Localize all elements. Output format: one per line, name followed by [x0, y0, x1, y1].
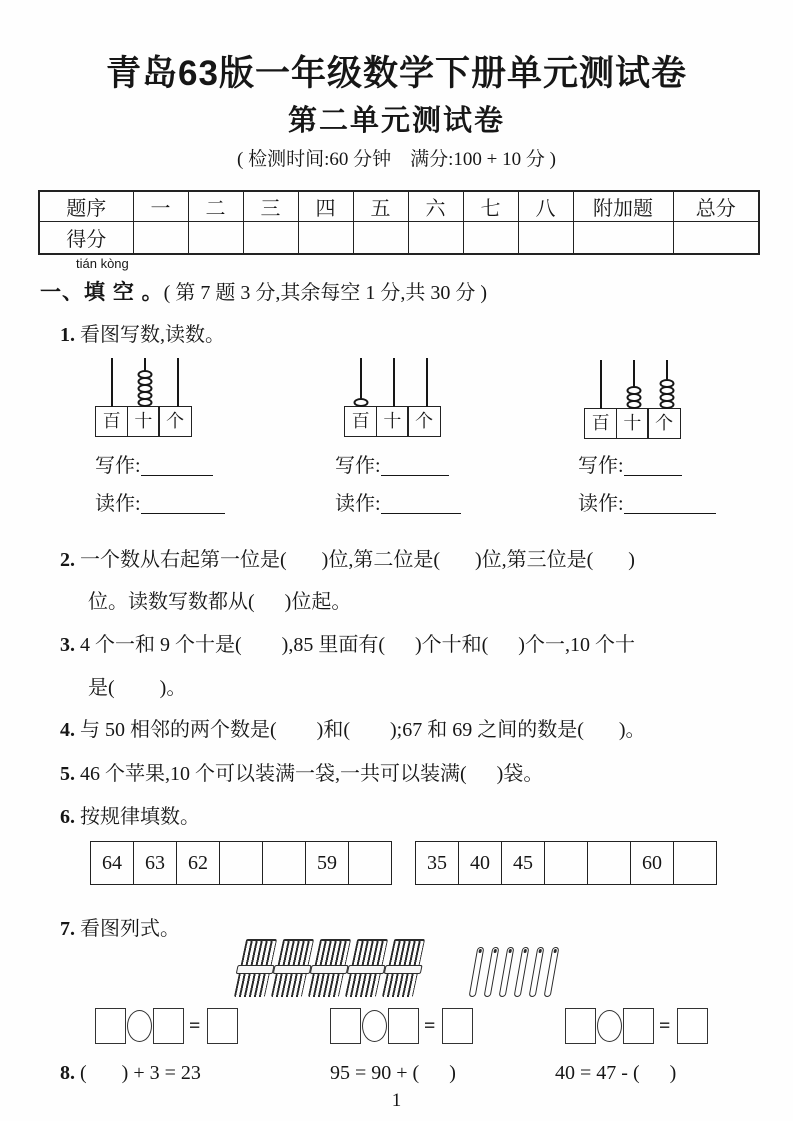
read-blank	[141, 496, 225, 514]
question-3-line2: 是( )。	[88, 677, 187, 699]
sequence-cell-blank	[349, 842, 392, 885]
ones-rod	[177, 358, 179, 407]
equation-template-2	[330, 1008, 473, 1044]
write-as-label: 写作:	[335, 455, 381, 477]
sequence-cell: 63	[134, 842, 177, 885]
operand-box	[95, 1008, 126, 1044]
tens-beads	[626, 388, 641, 409]
ones-rod	[426, 358, 428, 407]
question-2-line2: 位。读数写数都从( )位起。	[88, 591, 352, 613]
hundreds-rod	[600, 360, 602, 409]
operand-box	[330, 1008, 361, 1044]
question-number: 6.	[60, 806, 75, 828]
place-label-ones: 个	[407, 406, 440, 437]
question-number: 2.	[60, 549, 75, 571]
write-blank	[141, 458, 213, 476]
score-empty-cell	[243, 222, 298, 254]
stick-bundle	[234, 939, 277, 997]
bundle-band	[310, 965, 349, 974]
equation-template-3	[565, 1008, 708, 1044]
question-number: 1.	[60, 324, 75, 346]
operand-box	[565, 1008, 596, 1044]
place-label-ones: 个	[647, 408, 680, 439]
sequence-cell-blank	[588, 842, 631, 885]
place-label-hundreds: 百	[584, 408, 617, 439]
question-text: 一个数从右起第一位是( )位,第二位是( )位,第三位是( )	[75, 549, 635, 571]
bundle-sticks-figure	[240, 935, 563, 997]
abacus-1	[95, 357, 195, 437]
equation-blank-2: 95 = 90 + ( )	[330, 1062, 456, 1084]
question-number: 8.	[60, 1062, 75, 1084]
score-header-cell: 总分	[673, 191, 759, 222]
write-blank	[624, 458, 682, 476]
score-empty-cell	[673, 222, 759, 254]
place-label-hundreds: 百	[344, 406, 377, 437]
sequence-cell: 35	[416, 842, 459, 885]
question-text: 4 个一和 9 个十是( ),85 里面有( )个十和( )个一,10 个十	[75, 634, 635, 656]
equals-sign: =	[424, 1014, 436, 1037]
score-header-cell: 附加题	[573, 191, 673, 222]
equals-sign: =	[659, 1014, 671, 1037]
loose-stick	[469, 947, 485, 997]
bundle-band	[347, 965, 386, 974]
abacus-rods	[584, 359, 684, 408]
stick-bundle	[271, 939, 314, 997]
place-label-tens: 十	[616, 408, 649, 439]
sequence-cell: 59	[306, 842, 349, 885]
abacus-bead	[137, 398, 152, 407]
operand-box	[388, 1008, 419, 1044]
question-text: 与 50 相邻的两个数是( )和( );67 和 69 之间的数是( )。	[75, 719, 646, 741]
bundle-band	[384, 965, 423, 974]
equals-sign: =	[189, 1014, 201, 1037]
sequence-cell-blank	[674, 842, 717, 885]
loose-stick	[499, 947, 515, 997]
question-5	[60, 757, 543, 786]
abacus-bead	[353, 398, 368, 407]
stick-bundle	[382, 939, 425, 997]
score-table	[38, 190, 760, 255]
sequence-cell-blank	[545, 842, 588, 885]
operand-box	[623, 1008, 654, 1044]
read-as-label: 读作:	[578, 493, 624, 515]
sequence-cell-blank	[263, 842, 306, 885]
score-empty-cell	[133, 222, 188, 254]
tens-rod	[393, 358, 395, 407]
equation-blank-1: ( ) + 3 = 23	[75, 1062, 201, 1084]
sequence-table-1	[90, 841, 392, 885]
operator-circle	[127, 1010, 152, 1042]
read-as-line-3	[578, 487, 716, 516]
stick-bundle	[345, 939, 388, 997]
sequence-cell: 62	[177, 842, 220, 885]
score-header-cell: 二	[188, 191, 243, 222]
question-text: 看图写数,读数。	[75, 324, 225, 346]
score-header-cell: 三	[243, 191, 298, 222]
unit-subtitle: 第二单元测试卷	[287, 105, 505, 137]
write-blank	[381, 458, 449, 476]
question-1	[60, 318, 225, 347]
tens-beads	[137, 372, 152, 407]
pinyin-annotation: tián kòng	[76, 256, 129, 271]
sequence-cell: 60	[631, 842, 674, 885]
score-header-cell: 一	[133, 191, 188, 222]
read-as-label: 读作:	[95, 493, 141, 515]
read-as-line-2	[335, 487, 461, 516]
page-number: 1	[391, 1090, 402, 1111]
result-box	[207, 1008, 238, 1044]
read-as-label: 读作:	[335, 493, 381, 515]
place-label-ones: 个	[158, 406, 191, 437]
loose-stick	[514, 947, 530, 997]
question-7	[60, 912, 180, 941]
hundreds-rod	[111, 358, 113, 407]
result-box	[442, 1008, 473, 1044]
equation-template-1	[95, 1008, 238, 1044]
bundle-band	[273, 965, 312, 974]
read-as-line-1	[95, 487, 225, 516]
score-header-cell: 五	[353, 191, 408, 222]
write-as-label: 写作:	[578, 455, 624, 477]
result-box	[677, 1008, 708, 1044]
loose-stick	[484, 947, 500, 997]
write-as-line-1	[95, 449, 213, 478]
question-6	[60, 800, 200, 829]
abacus-rods	[95, 357, 195, 406]
score-header-cell: 六	[408, 191, 463, 222]
paper-title: 青岛63版一年级数学下册单元测试卷	[106, 54, 687, 93]
score-header-cell: 四	[298, 191, 353, 222]
section-score-note: ( 第 7 题 3 分,其余每空 1 分,共 30 分 )	[163, 282, 487, 304]
loose-stick	[544, 947, 560, 997]
sequence-cell: 64	[91, 842, 134, 885]
abacus-rods	[344, 357, 444, 406]
write-as-line-2	[335, 449, 449, 478]
question-text: 看图列式。	[75, 918, 180, 940]
score-empty-cell	[518, 222, 573, 254]
question-8	[60, 1062, 201, 1085]
write-as-label: 写作:	[95, 455, 141, 477]
place-label-hundreds: 百	[95, 406, 128, 437]
sequence-cell: 40	[459, 842, 502, 885]
score-header-cell: 八	[518, 191, 573, 222]
operator-circle	[362, 1010, 387, 1042]
score-header-cell: 题序	[39, 191, 133, 222]
sequence-cell: 45	[502, 842, 545, 885]
score-table-score-row	[39, 222, 759, 254]
abacus-bead	[626, 400, 641, 409]
question-4	[60, 713, 646, 742]
read-blank	[624, 496, 716, 514]
question-number: 4.	[60, 719, 75, 741]
score-empty-cell	[188, 222, 243, 254]
operand-box	[153, 1008, 184, 1044]
question-2	[60, 543, 635, 572]
sequence-cell-blank	[220, 842, 263, 885]
section-title: 一、填 空 。	[40, 281, 164, 304]
question-text: 46 个苹果,10 个可以装满一袋,一共可以装满( )袋。	[75, 763, 544, 785]
question-number: 5.	[60, 763, 75, 785]
exam-info-line: ( 检测时间:60 分钟 满分:100 + 10 分 )	[237, 149, 556, 170]
bundle-band	[236, 965, 275, 974]
abacus-2	[344, 357, 444, 437]
place-label-tens: 十	[376, 406, 409, 437]
score-empty-cell	[408, 222, 463, 254]
abacus-3	[584, 359, 684, 439]
read-blank	[381, 496, 461, 514]
score-empty-cell	[463, 222, 518, 254]
score-empty-cell	[573, 222, 673, 254]
question-number: 7.	[60, 918, 75, 940]
sequence-table-2	[415, 841, 717, 885]
ones-beads	[660, 381, 675, 409]
hundreds-beads	[353, 400, 368, 407]
loose-stick	[529, 947, 545, 997]
score-row-label: 得分	[39, 222, 133, 254]
score-empty-cell	[353, 222, 408, 254]
question-text: 按规律填数。	[75, 806, 200, 828]
write-as-line-3	[578, 449, 682, 478]
question-number: 3.	[60, 634, 75, 656]
section-one-heading	[40, 276, 487, 306]
score-empty-cell	[298, 222, 353, 254]
score-table-header-row	[39, 191, 759, 222]
question-3	[60, 628, 635, 657]
score-header-cell: 七	[463, 191, 518, 222]
stick-bundle	[308, 939, 351, 997]
operator-circle	[597, 1010, 622, 1042]
abacus-bead	[660, 400, 675, 409]
place-label-tens: 十	[127, 406, 160, 437]
equation-blank-3: 40 = 47 - ( )	[555, 1062, 677, 1084]
